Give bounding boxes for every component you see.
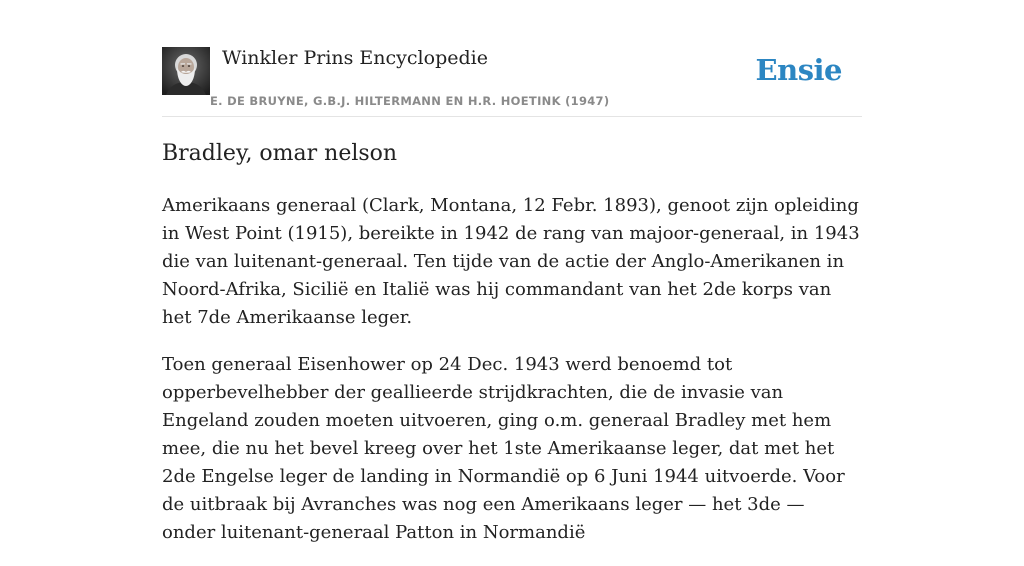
authors-line: E. DE BRUYNE, G.B.J. HILTERMANN EN H.R. HOETINK (1947) — [210, 94, 610, 108]
bearded-man-portrait-icon — [162, 47, 210, 95]
article-paragraph: Amerikaans generaal (Clark, Montana, 12 Febr. 1893), genoot zijn opleiding in West Point (1915), bereikte in 1942 de rang van majoor-generaal, in 1943 die van luitenant-generaal. Ten tijde van de actie der Anglo-Amerikanen in Noord-Afrika, Sicilië en Italië was hij commandant van het 2de korps van het 7de Amerikaanse leger. — [162, 195, 860, 328]
article-paragraph: Toen generaal Eisenhower op 24 Dec. 1943 werd benoemd tot opperbevelhebber der geallieerde strijdkrachten, die de invasie van Engeland zouden moeten uitvoeren, ging o.m. generaal Bradley met hem mee, die nu het bevel kreeg over het 1ste Amerikaanse leger, dat met het 2de Engelse leger de landing in Normandië op 6 Juni 1944 uitvoerde. Voor de uitbraak bij Avranches was nog een Amerikaans leger — het 3de — onder luitenant-generaal Patton in Normandië — [162, 354, 845, 543]
avatar[interactable] — [162, 47, 210, 95]
brand-logo[interactable]: Ensie — [755, 53, 842, 87]
source-title[interactable]: Winkler Prins Encyclopedie — [222, 47, 488, 69]
article-body — [162, 192, 862, 566]
entry-title: Bradley, omar nelson — [162, 141, 398, 166]
header — [162, 44, 862, 117]
